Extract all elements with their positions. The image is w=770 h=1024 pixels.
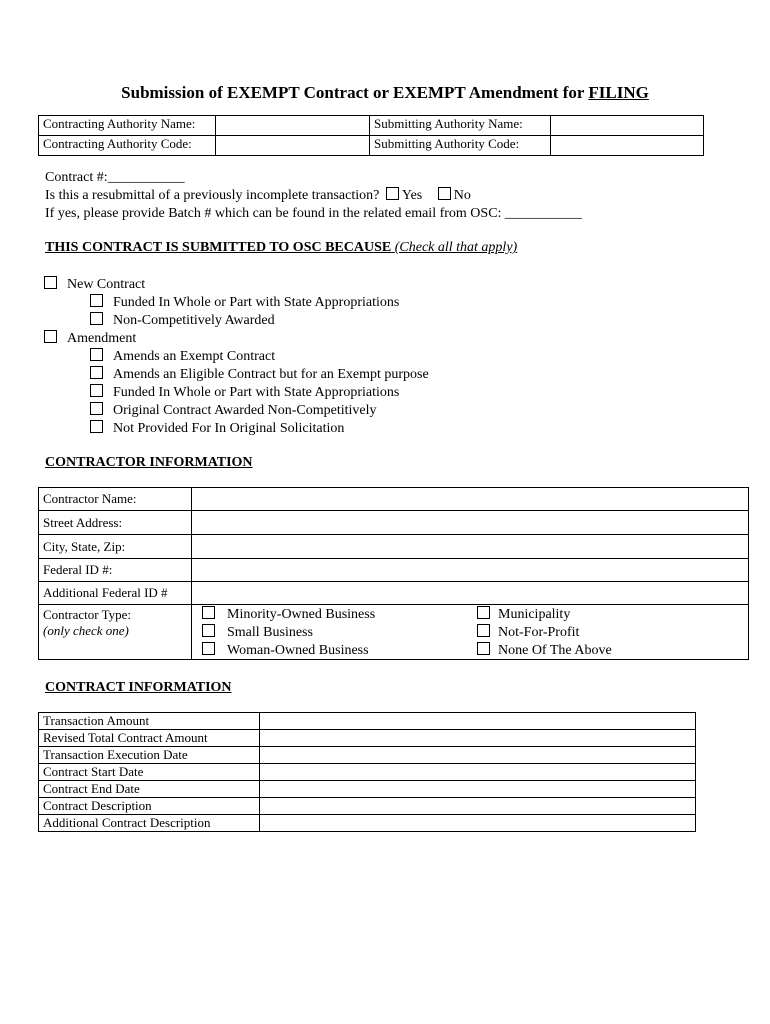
transaction-amount-field[interactable] [260, 713, 696, 730]
contractor-type-col-2 [477, 606, 612, 660]
reason-amend-sub-5 [90, 420, 344, 438]
city-state-zip-field[interactable] [192, 535, 749, 559]
contractor-name-field[interactable] [192, 488, 749, 511]
option-not-for-profit [477, 624, 612, 642]
option-minority-owned [202, 606, 375, 624]
transaction-amount-label: Transaction Amount [39, 713, 260, 730]
contract-info-header: CONTRACT INFORMATION [45, 680, 232, 695]
reason-header-text: THIS CONTRACT IS SUBMITTED TO OSC BECAUSE [45, 240, 392, 255]
street-address-label: Street Address: [39, 511, 192, 535]
batch-line: If yes, please provide Batch # which can be found in the related email from OSC: ___________ [45, 206, 582, 221]
amend-sub-4-checkbox[interactable] [90, 402, 103, 415]
description-label: Contract Description [39, 798, 260, 815]
reason-amend-sub-3 [90, 384, 399, 402]
amend-sub-2-checkbox[interactable] [90, 366, 103, 379]
new-contract-label: New Contract [67, 277, 146, 292]
contractor-type-note: (only check one) [43, 623, 129, 638]
resubmittal-yes-label: Yes [401, 188, 423, 203]
small-business-checkbox[interactable] [202, 624, 215, 637]
submitting-authority-name-field[interactable] [551, 116, 704, 136]
contract-number-line: Contract #:___________ [45, 170, 185, 185]
revised-total-amount-field[interactable] [260, 730, 696, 747]
option-small-business [202, 624, 375, 642]
end-date-field[interactable] [260, 781, 696, 798]
none-of-the-above-label: None Of The Above [498, 643, 612, 658]
additional-description-label: Additional Contract Description [39, 815, 260, 832]
amend-sub-5-checkbox[interactable] [90, 420, 103, 433]
revised-total-amount-label: Revised Total Contract Amount [39, 730, 260, 747]
title-text: Submission of EXEMPT Contract or EXEMPT Amendment for [121, 83, 585, 102]
contracting-authority-code-label: Contracting Authority Code: [39, 136, 216, 156]
street-address-field[interactable] [192, 511, 749, 535]
resubmittal-line [45, 187, 471, 205]
amend-sub-1-checkbox[interactable] [90, 348, 103, 361]
new-sub-2-label: Non-Competitively Awarded [113, 313, 275, 328]
contract-table [38, 712, 696, 832]
amend-sub-5-label: Not Provided For In Original Solicitation [113, 421, 345, 436]
resubmittal-no-label: No [453, 188, 471, 203]
option-municipality [477, 606, 612, 624]
contractor-type-options [192, 605, 749, 660]
not-for-profit-checkbox[interactable] [477, 624, 490, 637]
new-contract-checkbox[interactable] [44, 276, 57, 289]
amend-sub-3-label: Funded In Whole or Part with State Appropriations [113, 385, 400, 400]
amend-sub-3-checkbox[interactable] [90, 384, 103, 397]
contractor-info-header: CONTRACTOR INFORMATION [45, 455, 253, 470]
resubmittal-no-checkbox[interactable] [438, 187, 451, 200]
contracting-authority-name-label: Contracting Authority Name: [39, 116, 216, 136]
reason-amend-sub-2 [90, 366, 429, 384]
amend-sub-1-label: Amends an Exempt Contract [113, 349, 276, 364]
woman-owned-label: Woman-Owned Business [227, 643, 369, 658]
not-for-profit-label: Not-For-Profit [498, 625, 580, 640]
contractor-type-label-cell [39, 605, 192, 660]
contractor-name-label: Contractor Name: [39, 488, 192, 511]
new-sub-1-checkbox[interactable] [90, 294, 103, 307]
small-business-label: Small Business [227, 625, 313, 640]
additional-federal-id-field[interactable] [192, 582, 749, 605]
reason-amend-sub-4 [90, 402, 377, 420]
description-field[interactable] [260, 798, 696, 815]
new-sub-1-label: Funded In Whole or Part with State Appropriations [113, 295, 400, 310]
reason-header-note: (Check all that apply) [394, 240, 518, 255]
contractor-table [38, 487, 749, 660]
contracting-authority-name-field[interactable] [216, 116, 370, 136]
submitting-authority-code-field[interactable] [551, 136, 704, 156]
municipality-label: Municipality [498, 607, 571, 622]
authority-table [38, 115, 704, 156]
reason-new-contract [44, 276, 145, 294]
new-sub-2-checkbox[interactable] [90, 312, 103, 325]
reason-header [45, 240, 517, 256]
contractor-type-col-1 [202, 606, 375, 660]
execution-date-label: Transaction Execution Date [39, 747, 260, 764]
resubmittal-yes-checkbox[interactable] [386, 187, 399, 200]
end-date-label: Contract End Date [39, 781, 260, 798]
city-state-zip-label: City, State, Zip: [39, 535, 192, 559]
municipality-checkbox[interactable] [477, 606, 490, 619]
minority-owned-label: Minority-Owned Business [227, 607, 376, 622]
reason-amendment [44, 330, 136, 348]
amend-sub-2-label: Amends an Eligible Contract but for an Exempt purpose [113, 367, 429, 382]
amendment-label: Amendment [67, 331, 137, 346]
federal-id-label: Federal ID #: [39, 559, 192, 582]
reason-new-sub-1 [90, 294, 399, 312]
contractor-type-label: Contractor Type: [43, 607, 132, 622]
title-underlined: FILING [588, 83, 649, 102]
additional-description-field[interactable] [260, 815, 696, 832]
federal-id-field[interactable] [192, 559, 749, 582]
resubmittal-question: Is this a resubmittal of a previously incomplete transaction? [45, 188, 380, 203]
amend-sub-4-label: Original Contract Awarded Non-Competitively [113, 403, 377, 418]
execution-date-field[interactable] [260, 747, 696, 764]
option-none-of-the-above [477, 642, 612, 660]
page-title [0, 83, 770, 103]
minority-owned-checkbox[interactable] [202, 606, 215, 619]
option-woman-owned [202, 642, 375, 660]
start-date-label: Contract Start Date [39, 764, 260, 781]
reason-amend-sub-1 [90, 348, 275, 366]
submitting-authority-code-label: Submitting Authority Code: [370, 136, 551, 156]
additional-federal-id-label: Additional Federal ID # [39, 582, 192, 605]
submitting-authority-name-label: Submitting Authority Name: [370, 116, 551, 136]
contracting-authority-code-field[interactable] [216, 136, 370, 156]
woman-owned-checkbox[interactable] [202, 642, 215, 655]
amendment-checkbox[interactable] [44, 330, 57, 343]
none-of-the-above-checkbox[interactable] [477, 642, 490, 655]
start-date-field[interactable] [260, 764, 696, 781]
reason-new-sub-2 [90, 312, 275, 330]
